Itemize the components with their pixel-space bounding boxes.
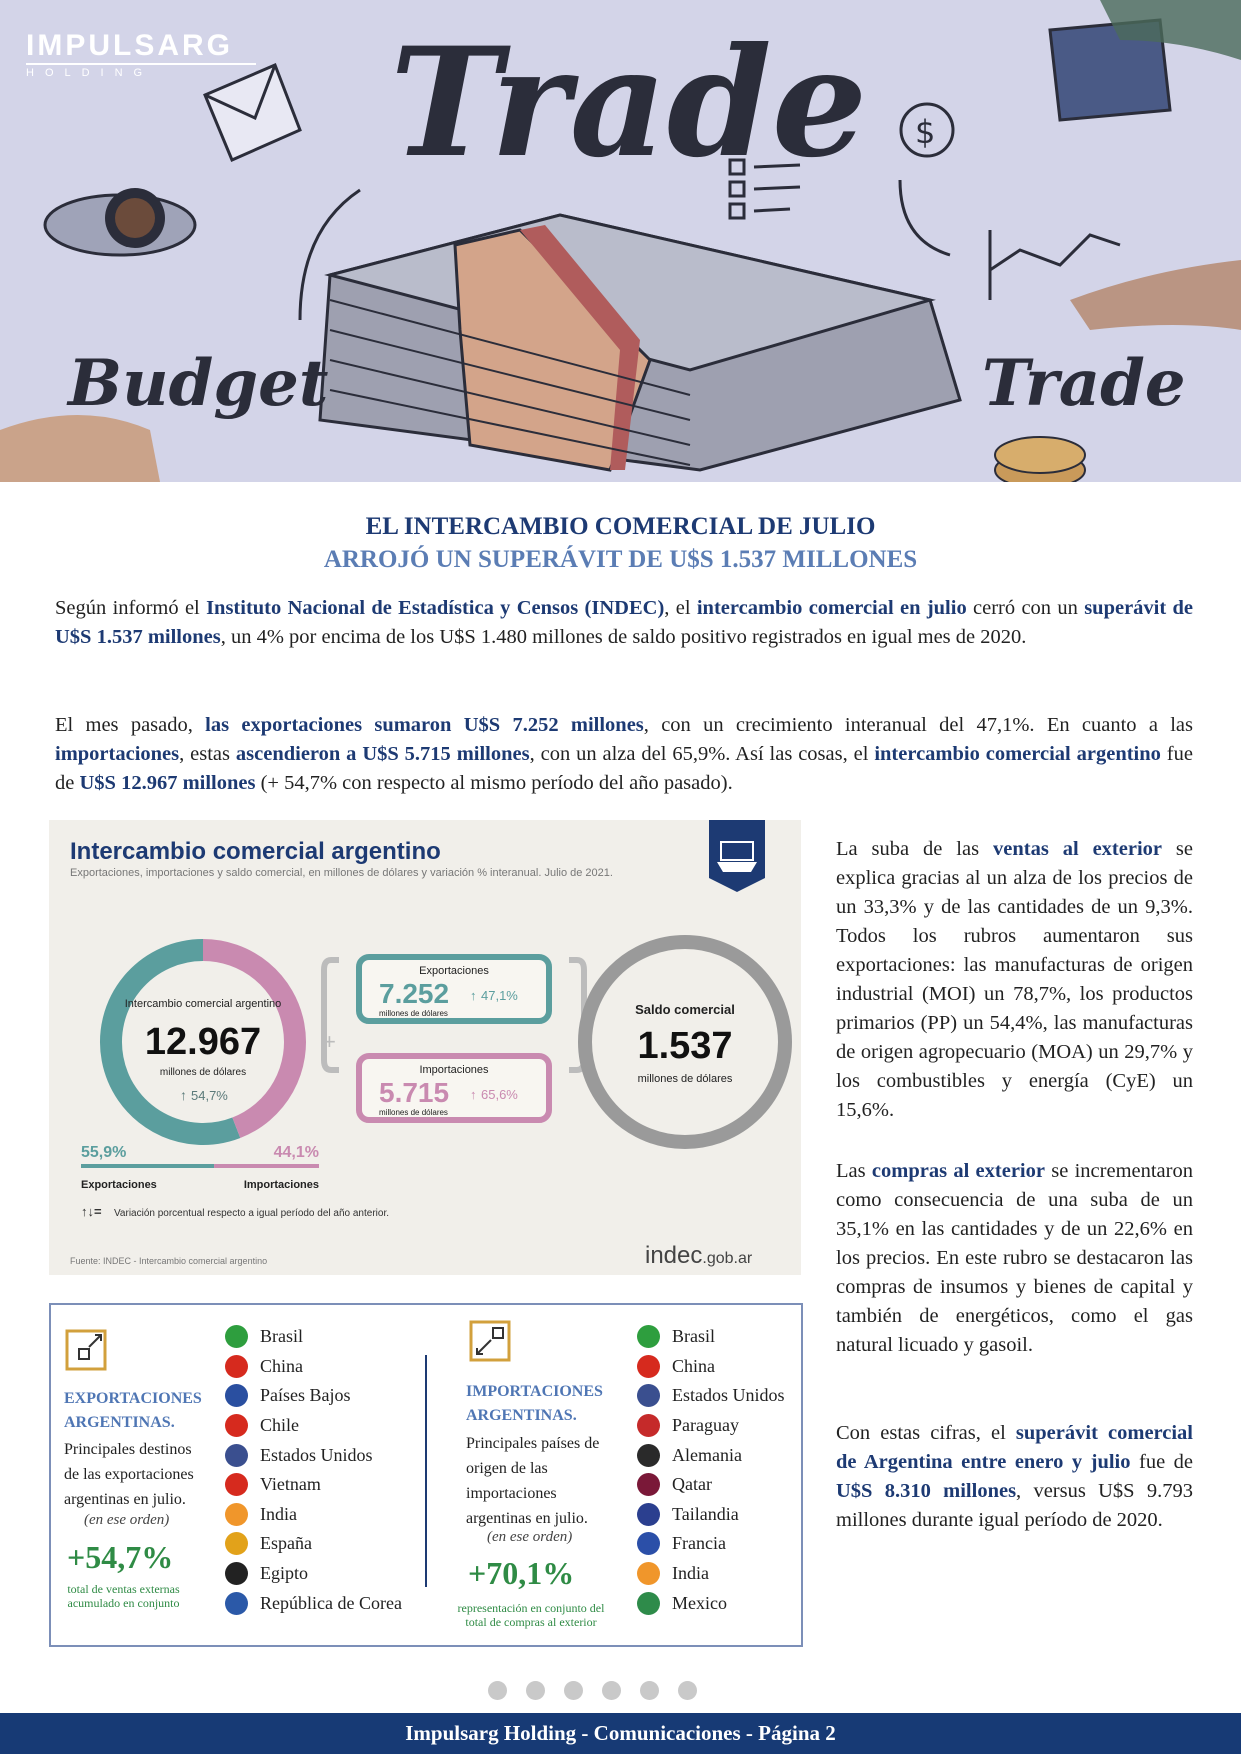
flag-icon (225, 1355, 248, 1378)
country-name: Mexico (672, 1592, 727, 1613)
page-dot[interactable] (526, 1681, 545, 1700)
total-var-arrow: ↑ (180, 1087, 187, 1103)
imports-value: 5.715 (379, 1077, 450, 1108)
text-run: , un 4% por encima de los U$S 1.480 millones de saldo positivo registrados en igual mes de 2020. (220, 626, 1027, 648)
side-paragraph-1 (836, 835, 1193, 1125)
infographic-svg (49, 820, 801, 1275)
text-run: , versus U$S 9.793 millones durante igual período de 2020. (836, 1480, 1193, 1531)
highlighted-text: U$S 8.310 millones (836, 1480, 1017, 1502)
imports-share-label: Importaciones (243, 1179, 319, 1191)
svg-text:↑: ↑ (470, 988, 477, 1003)
exports-box-title: EXPORTACIONES ARGENTINAS. (64, 1390, 202, 1431)
country-item (637, 1529, 785, 1559)
saldo-value: 1.537 (637, 1025, 733, 1067)
imports-var: 65,6% (481, 1087, 518, 1102)
export-box-icon (65, 1329, 107, 1371)
page-dot[interactable] (564, 1681, 583, 1700)
country-name: Vietnam (260, 1474, 321, 1495)
country-item (225, 1500, 402, 1530)
country-item (637, 1440, 785, 1470)
exports-unit: millones de dólares (379, 1009, 448, 1018)
flag-icon (225, 1414, 248, 1437)
flag-icon (225, 1325, 248, 1348)
text-run: Según informó el (55, 597, 207, 619)
imports-box-pct: +70,1% (468, 1555, 575, 1591)
highlighted-text: las exportaciones sumaron U$S 7.252 millones (205, 714, 644, 736)
country-name: Paraguay (672, 1415, 739, 1436)
import-countries-list (637, 1322, 785, 1618)
trade-infographic (49, 820, 801, 1275)
flag-icon (637, 1355, 660, 1378)
text-run: fue de (1130, 1451, 1194, 1473)
saldo-unit: millones de dólares (637, 1073, 733, 1085)
flag-icon (637, 1414, 660, 1437)
flag-icon (225, 1592, 248, 1615)
total-value: 12.967 (144, 1021, 262, 1063)
country-item (637, 1381, 785, 1411)
text-run: Las (836, 1160, 872, 1182)
highlighted-text: compras al exterior (871, 1160, 1045, 1182)
highlighted-text: Instituto Nacional de Estadística y Censos (INDEC) (206, 597, 665, 619)
flag-icon (225, 1384, 248, 1407)
country-item (225, 1352, 402, 1382)
country-name: Estados Unidos (672, 1385, 785, 1406)
svg-text:indec.gob.ar (645, 1242, 753, 1269)
hero-word-trade-small: Trade (982, 346, 1186, 421)
country-item (225, 1588, 402, 1618)
text-run: fue de (55, 743, 1193, 794)
svg-text:↑: ↑ (470, 1087, 477, 1102)
country-item (637, 1411, 785, 1441)
country-item (637, 1352, 785, 1382)
highlighted-text: superávit comercial de Argentina entre enero y julio (836, 1422, 1194, 1473)
exports-share: 55,9% (81, 1144, 127, 1161)
country-item (225, 1322, 402, 1352)
text-run: , el (664, 597, 697, 619)
imports-box-title: IMPORTACIONES ARGENTINAS. (466, 1383, 603, 1424)
total-label (125, 998, 282, 1010)
imports-label: Importaciones (419, 1064, 489, 1076)
text-run: La suba de las (836, 838, 993, 860)
page-dot[interactable] (602, 1681, 621, 1700)
headline-line-2: ARROJÓ UN SUPERÁVIT DE U$S 1.537 MILLONES (323, 546, 918, 573)
legend-arrows: ↑↓= (81, 1204, 102, 1219)
intro-paragraph-2 (55, 711, 1193, 798)
text-run: , estas (179, 743, 236, 765)
text-run: cerró con un (966, 597, 1085, 619)
text-run: se incrementaron como consecuencia de una suba de un 35,1% en las cantidades y de un 22,6% en los precios. En este rubro se destacaron las compras de insumos y bienes de capital y también de energéticos, como el gas natural licuado y gasoil. (836, 1160, 1193, 1356)
import-box-icon (469, 1320, 511, 1362)
share-bar-exports (81, 1164, 214, 1168)
total-label-text: Intercambio comercial argentino (124, 998, 282, 1010)
company-logo[interactable] (26, 30, 256, 79)
country-item (225, 1411, 402, 1441)
text-run: (+ 54,7% con respecto al mismo período del año pasado). (255, 772, 733, 794)
country-item (637, 1322, 785, 1352)
country-name: China (260, 1355, 303, 1376)
text-run: , con un alza del 65,9%. Así las cosas, el (529, 743, 875, 765)
exports-box-order: (en ese orden) (84, 1512, 170, 1528)
flag-icon (225, 1562, 248, 1585)
country-name: República de Corea (260, 1592, 402, 1613)
side-paragraph-2 (836, 1157, 1193, 1360)
exports-var: 47,1% (481, 988, 518, 1003)
countries-box (49, 1303, 803, 1647)
text-run: Con estas cifras, el (836, 1422, 1016, 1444)
legend-text: Variación porcentual respecto a igual período del año anterior. (114, 1208, 389, 1219)
exports-label: Exportaciones (419, 965, 489, 977)
export-countries-list (225, 1322, 402, 1618)
highlighted-text: ventas al exterior (993, 838, 1163, 860)
country-name: Francia (672, 1533, 726, 1554)
flag-icon (637, 1444, 660, 1467)
flag-icon (637, 1592, 660, 1615)
flag-icon (637, 1384, 660, 1407)
hero-banner (0, 0, 1241, 482)
imports-box-desc: Principales países de origen de las importaciones argentinas en julio. (466, 1435, 600, 1527)
plus-sign: + (323, 1029, 336, 1054)
country-item (225, 1440, 402, 1470)
text-run: El mes pasado, (55, 714, 206, 736)
saldo-label: Saldo comercial (635, 1002, 735, 1017)
flag-icon (637, 1473, 660, 1496)
country-item (637, 1470, 785, 1500)
flag-icon (637, 1562, 660, 1585)
country-name: España (260, 1533, 312, 1554)
country-name: Brasil (260, 1326, 303, 1347)
indec-brand-suffix: .gob.ar (702, 1250, 753, 1267)
country-name: India (672, 1563, 709, 1584)
flag-icon (637, 1532, 660, 1555)
highlighted-text: intercambio comercial argentino (874, 743, 1161, 765)
hero-word-budget: Budget (68, 346, 329, 421)
page-dot[interactable] (640, 1681, 659, 1700)
exports-box-note: total de ventas externas acumulado en conjunto (67, 1582, 180, 1610)
side-paragraph-3 (836, 1419, 1193, 1535)
indec-brand: indec (645, 1242, 703, 1269)
exports-box-desc: Principales destinos de las exportaciones argentinas en julio. (64, 1441, 194, 1508)
flag-icon (637, 1503, 660, 1526)
page-indicator (488, 1681, 716, 1700)
total-var: 54,7% (191, 1088, 228, 1103)
flag-icon (225, 1532, 248, 1555)
country-item (637, 1559, 785, 1589)
country-name: Chile (260, 1415, 299, 1436)
exports-value: 7.252 (379, 978, 450, 1009)
ship-icon (709, 820, 765, 892)
infographic-title: Intercambio comercial argentino (70, 838, 441, 865)
highlighted-text: ascendieron a U$S 5.715 millones (235, 743, 530, 765)
flag-icon (637, 1325, 660, 1348)
logo-name: IMPULSARG (26, 29, 233, 62)
highlighted-text: importaciones (55, 743, 180, 765)
imports-unit: millones de dólares (379, 1108, 448, 1117)
flag-icon (225, 1473, 248, 1496)
country-item (225, 1559, 402, 1589)
exports-share-label: Exportaciones (81, 1179, 157, 1191)
country-name: Brasil (672, 1326, 715, 1347)
page-dot[interactable] (678, 1681, 697, 1700)
country-name: Países Bajos (260, 1385, 351, 1406)
hero-word-trade-large: Trade (390, 15, 868, 191)
column-divider (425, 1355, 427, 1587)
highlighted-text: superávit de U$S 1.537 millones (55, 597, 1194, 648)
highlighted-text: intercambio comercial en julio (696, 597, 967, 619)
svg-text:$: $ (915, 113, 936, 151)
imports-box-order: (en ese orden) (487, 1529, 573, 1545)
country-name: Tailandia (672, 1503, 739, 1524)
infographic-subtitle: Exportaciones, importaciones y saldo comercial, en millones de dólares y variación % interanual. Julio de 2021. (70, 867, 613, 879)
page-dot[interactable] (488, 1681, 507, 1700)
country-name: Qatar (672, 1474, 712, 1495)
highlighted-text: U$S 12.967 millones (79, 772, 256, 794)
imports-share: 44,1% (273, 1144, 319, 1161)
infographic-source: Fuente: INDEC - Intercambio comercial argentino (70, 1256, 268, 1266)
country-item (225, 1381, 402, 1411)
intro-paragraph-1 (55, 594, 1193, 652)
share-bar-imports (214, 1164, 319, 1168)
total-unit: millones de dólares (159, 1067, 247, 1078)
flag-icon (225, 1444, 248, 1467)
text-run: , con un crecimiento interanual del 47,1%. En cuanto a las (643, 714, 1193, 736)
country-item (225, 1470, 402, 1500)
imports-box-note: representación en conjunto del total de compras al exterior (457, 1601, 605, 1629)
country-item (637, 1500, 785, 1530)
country-item (225, 1529, 402, 1559)
country-name: Estados Unidos (260, 1444, 373, 1465)
flag-icon (225, 1503, 248, 1526)
footer-bar: Impulsarg Holding - Comunicaciones - Página 2 (0, 1713, 1241, 1754)
headline-line-1: EL INTERCAMBIO COMERCIAL DE JULIO (365, 513, 876, 540)
country-item (637, 1588, 785, 1618)
minus-sign: - (579, 1029, 587, 1054)
country-name: China (672, 1355, 715, 1376)
logo-subtitle: HOLDING (26, 63, 256, 79)
country-name: Alemania (672, 1444, 742, 1465)
exports-box-pct: +54,7% (67, 1539, 174, 1575)
country-name: India (260, 1503, 297, 1524)
country-name: Egipto (260, 1563, 308, 1584)
text-run: se explica gracias al un alza de los precios de un 33,3% y de las cantidades de un 9,3%. Todos los rubros aumentaron sus exportaciones: las manufacturas de origen industrial (MOI) un 78,7%, los productos primarios (PP) un 54,4%, las manufacturas de origen agropecuario (MOA) un 29,7% y los combustibles y energía (CyE) un 15,6%. (836, 838, 1194, 1121)
